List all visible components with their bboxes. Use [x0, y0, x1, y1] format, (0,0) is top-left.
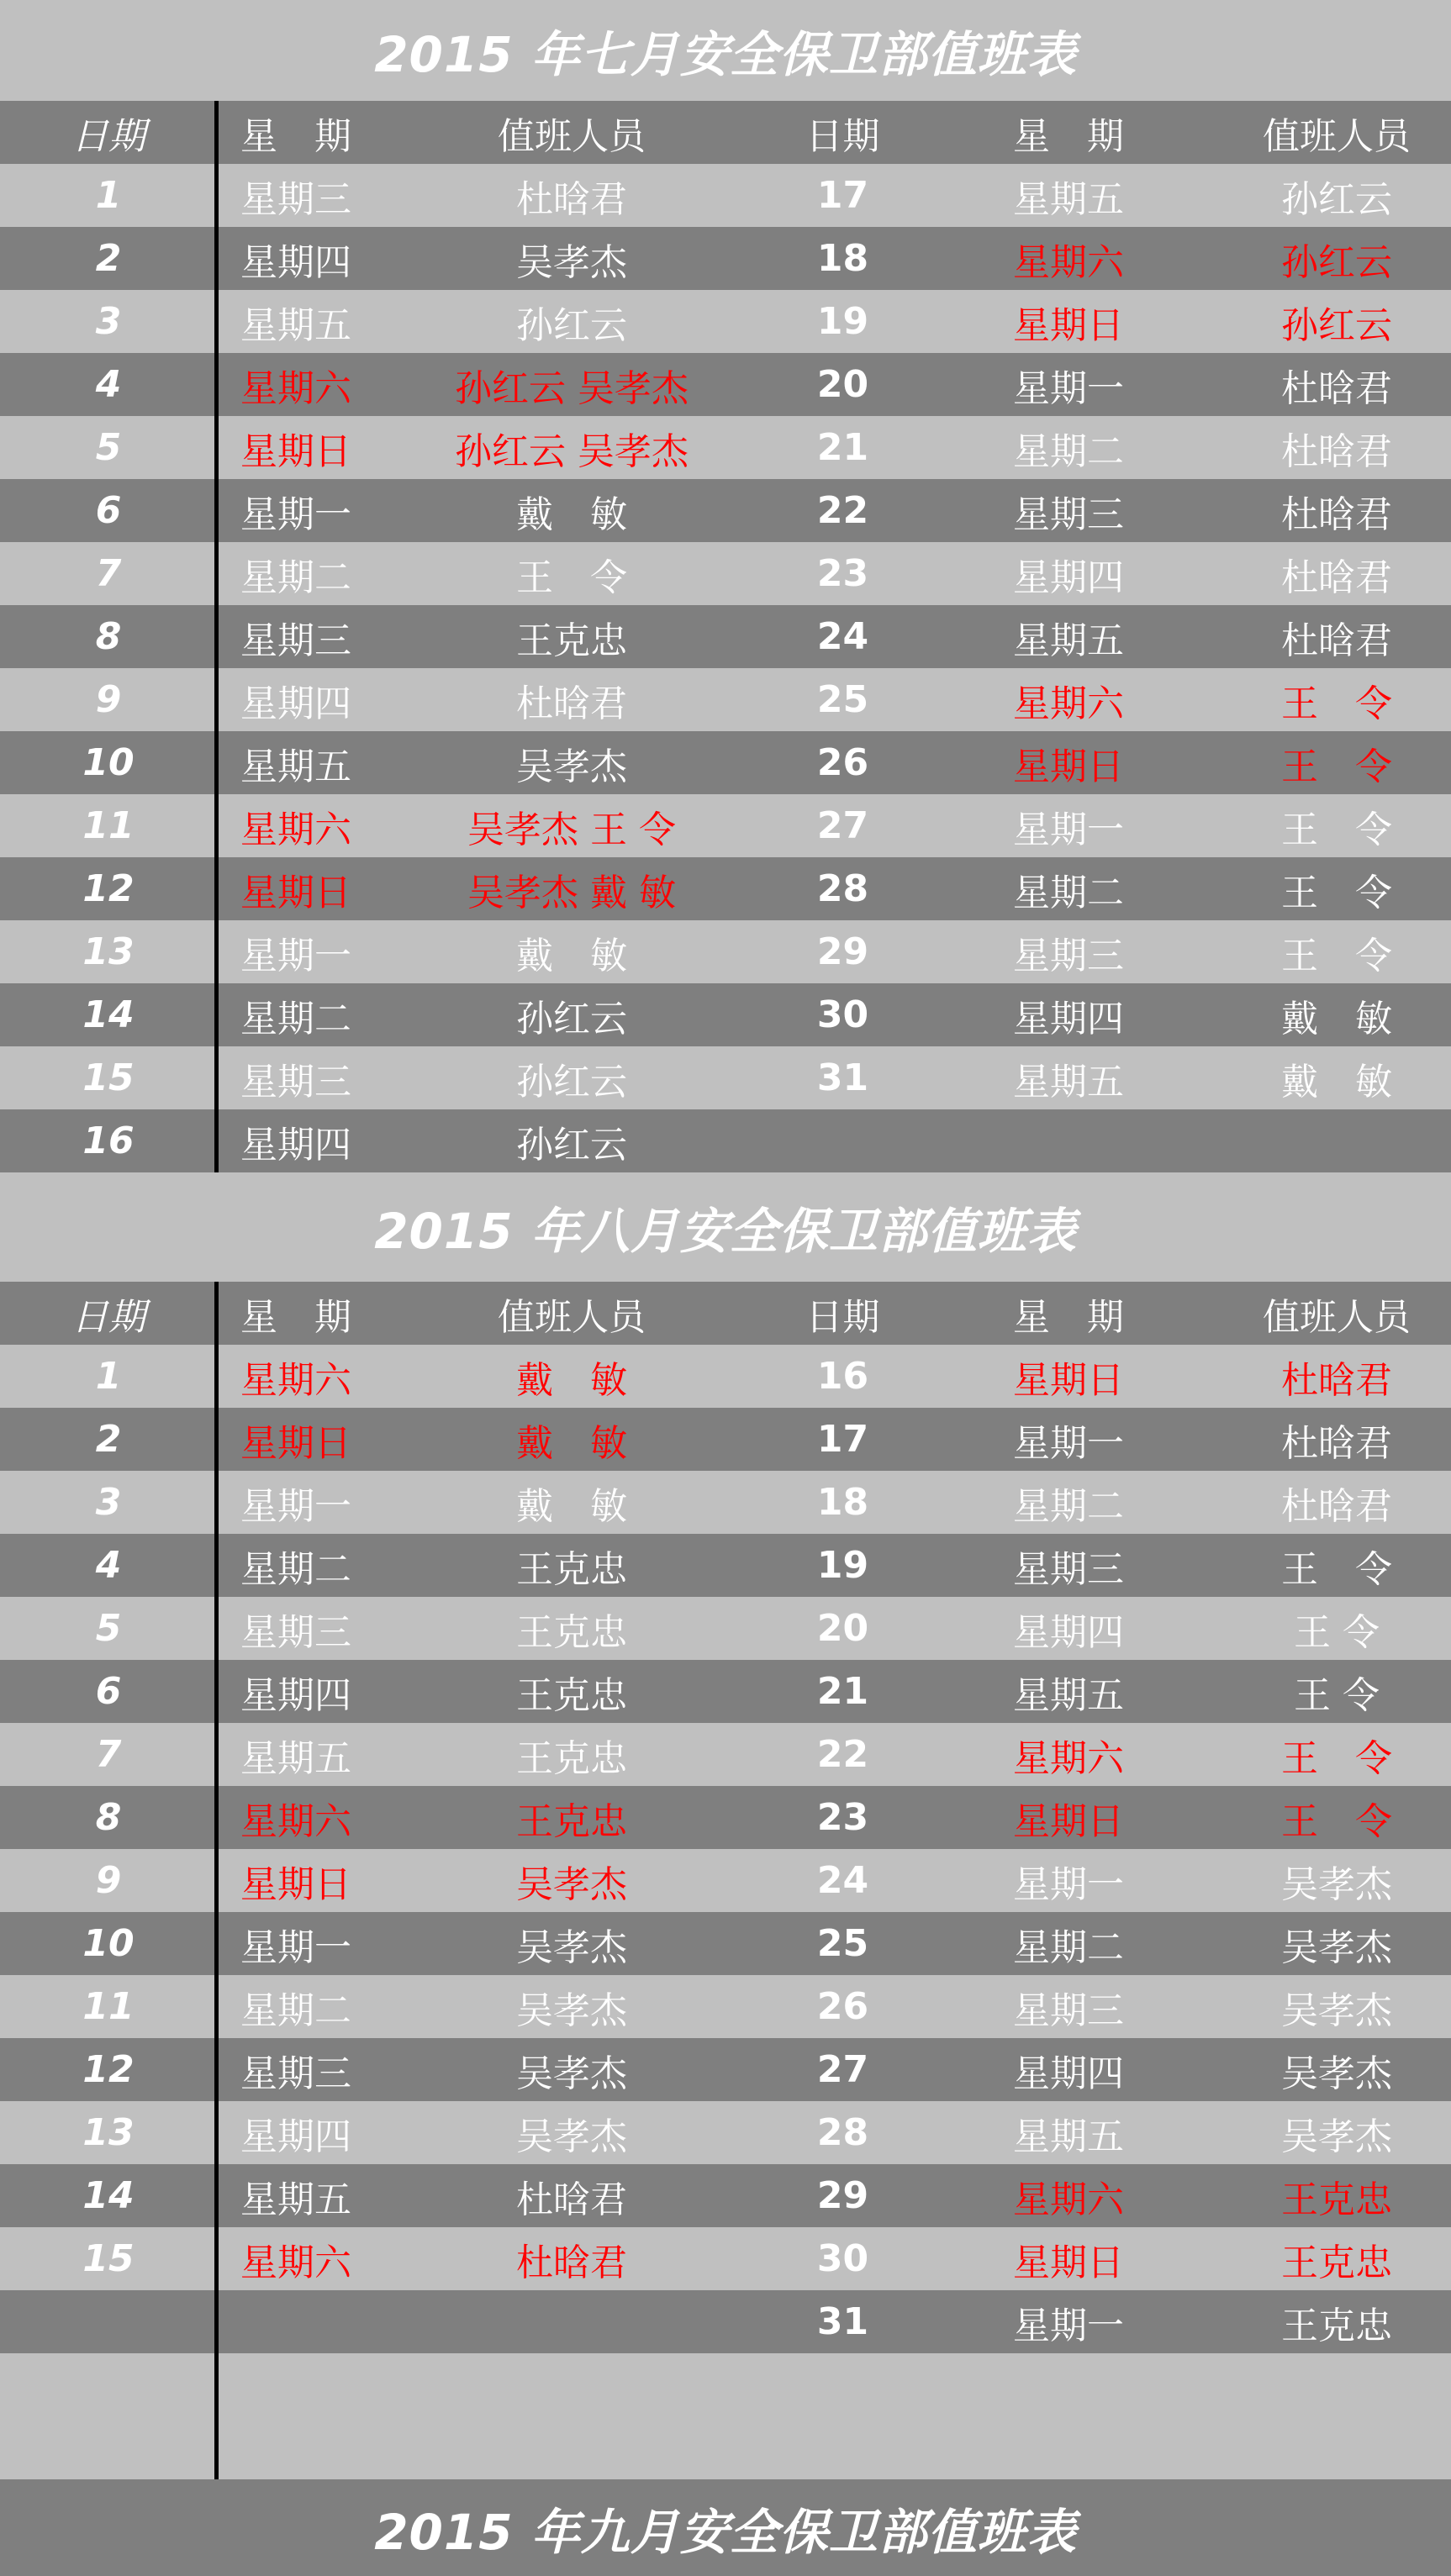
cell-weekday-right: 星期五	[1013, 619, 1124, 662]
cell-staff-right: 杜晗君	[1281, 1358, 1392, 1402]
cell-weekday-right: 星期一	[1013, 808, 1124, 851]
cell-staff-right: 王 令	[1281, 745, 1392, 788]
cell-staff-right: 王 令	[1281, 934, 1392, 977]
cell-weekday-right: 星期四	[1013, 2052, 1124, 2095]
cell-weekday-right: 星期二	[1013, 1484, 1124, 1528]
cell-staff-right: 王 令	[1281, 1736, 1392, 1780]
cell-weekday-left: 星期日	[240, 1862, 351, 1906]
cell-date-left: 2	[95, 1418, 122, 1461]
cell-staff-right: 杜晗君	[1281, 1421, 1392, 1465]
cell-weekday-left: 星期六	[240, 808, 351, 851]
cell-date-right: 28	[816, 867, 869, 910]
header-date-left: 日期	[71, 1295, 145, 1339]
cell-date-left: 8	[95, 615, 122, 658]
header-weekday-left: 星 期	[240, 114, 351, 158]
cell-staff-right: 吴孝杰	[1281, 2115, 1392, 2158]
cell-date-left: 15	[82, 1056, 135, 1099]
cell-weekday-right: 星期六	[1013, 240, 1124, 284]
cell-weekday-right: 星期日	[1013, 745, 1124, 788]
cell-staff-left: 戴 敏	[516, 493, 627, 536]
cell-staff-left: 王克忠	[516, 1736, 627, 1780]
cell-staff-left: 王克忠	[516, 1799, 627, 1843]
cell-weekday-right: 星期三	[1013, 1547, 1124, 1591]
cell-weekday-left: 星期五	[240, 1736, 351, 1780]
cell-staff-right: 孙红云	[1281, 240, 1392, 284]
cell-date-left: 5	[95, 426, 122, 469]
cell-staff-right: 吴孝杰	[1281, 1925, 1392, 1969]
cell-weekday-left: 星期一	[240, 1925, 351, 1969]
july-schedule-table	[0, 101, 1451, 1172]
cell-staff-right: 王 令	[1281, 1799, 1392, 1843]
july-title: 2015 年七月安全保卫部值班表	[374, 26, 1077, 83]
cell-date-left: 10	[82, 741, 135, 784]
header-date-left: 日期	[71, 114, 145, 158]
cell-date-right: 28	[816, 2111, 869, 2154]
column-divider-line	[214, 101, 219, 1172]
cell-weekday-left: 星期六	[240, 2241, 351, 2284]
cell-weekday-left: 星期六	[240, 366, 351, 410]
cell-date-left	[0, 2290, 217, 2353]
cell-staff-right: 杜晗君	[1281, 1484, 1392, 1528]
cell-date-left: 1	[95, 174, 122, 217]
cell-date-left: 3	[95, 300, 122, 343]
header-staff-right: 值班人员	[1263, 114, 1411, 158]
cell-date-right: 31	[816, 1056, 869, 1099]
cell-staff-right: 杜晗君	[1281, 619, 1392, 662]
cell-staff-left: 孙红云	[516, 1123, 627, 1167]
cell-weekday-right: 星期六	[1013, 2178, 1124, 2221]
cell-staff-left: 孙红云	[516, 997, 627, 1040]
cell-staff-left: 戴 敏	[516, 1421, 627, 1465]
cell-date-left: 2	[95, 237, 122, 280]
cell-staff-right: 王 令	[1281, 1547, 1392, 1591]
cell-weekday-right: 星期一	[1013, 2304, 1124, 2347]
cell-date-right: 25	[816, 678, 869, 721]
cell-date-left: 12	[82, 2048, 135, 2091]
cell-staff-left: 王克忠	[516, 1673, 627, 1717]
cell-weekday-left: 星期三	[240, 177, 351, 221]
cell-weekday-left: 星期二	[240, 1989, 351, 2032]
cell-weekday-left: 星期二	[240, 556, 351, 599]
cell-weekday-right: 星期四	[1013, 1610, 1124, 1654]
cell-staff-right: 王 令	[1294, 1673, 1380, 1717]
cell-date-right: 17	[816, 1418, 869, 1461]
cell-date-left: 9	[95, 678, 122, 721]
cell-staff-left	[404, 2290, 740, 2353]
cell-weekday-left: 星期三	[240, 1610, 351, 1654]
cell-weekday-right: 星期五	[1013, 2115, 1124, 2158]
cell-staff-left: 吴孝杰	[516, 2052, 627, 2095]
cell-date-left: 5	[95, 1607, 122, 1650]
cell-weekday-left: 星期五	[240, 2178, 351, 2221]
cell-staff-right: 戴 敏	[1281, 1060, 1392, 1104]
cell-staff-right: 吴孝杰	[1281, 1862, 1392, 1906]
cell-weekday-left: 星期三	[240, 619, 351, 662]
cell-staff-right: 吴孝杰	[1281, 2052, 1392, 2095]
cell-weekday-left: 星期四	[240, 1673, 351, 1717]
cell-weekday-left: 星期六	[240, 1358, 351, 1402]
cell-date-left: 14	[82, 2174, 135, 2217]
cell-staff-left: 王克忠	[516, 1610, 627, 1654]
cell-weekday-right: 星期二	[1013, 871, 1124, 914]
header-staff-right: 值班人员	[1263, 1295, 1411, 1339]
cell-staff-left: 吴孝杰 王 令	[467, 808, 676, 851]
cell-weekday-left: 星期三	[240, 2052, 351, 2095]
cell-weekday-left: 星期二	[240, 1547, 351, 1591]
cell-weekday-left: 星期三	[240, 1060, 351, 1104]
cell-staff-left: 吴孝杰	[516, 745, 627, 788]
cell-date-right: 26	[816, 741, 869, 784]
cell-weekday-right: 星期五	[1013, 1673, 1124, 1717]
cell-weekday-right: 星期五	[1013, 1060, 1124, 1104]
cell-weekday-right: 星期日	[1013, 1799, 1124, 1843]
cell-date-left: 13	[82, 930, 135, 973]
cell-staff-left: 王 令	[516, 556, 627, 599]
cell-weekday-left: 星期五	[240, 745, 351, 788]
cell-date-right: 22	[816, 489, 869, 532]
cell-staff-left: 戴 敏	[516, 1358, 627, 1402]
cell-staff-right: 王 令	[1281, 808, 1392, 851]
header-weekday-right: 星 期	[1013, 1295, 1124, 1339]
cell-staff-left: 戴 敏	[516, 934, 627, 977]
cell-staff-right: 杜晗君	[1281, 493, 1392, 536]
cell-date-left: 6	[95, 489, 122, 532]
cell-weekday-right	[1013, 1109, 1206, 1172]
cell-weekday-left: 星期一	[240, 934, 351, 977]
cell-weekday-right: 星期三	[1013, 1989, 1124, 2032]
cell-staff-right: 王 令	[1281, 871, 1392, 914]
cell-weekday-right: 星期三	[1013, 934, 1124, 977]
cell-weekday-left: 星期二	[240, 997, 351, 1040]
cell-staff-left: 戴 敏	[516, 1484, 627, 1528]
cell-staff-right: 王克忠	[1281, 2241, 1392, 2284]
cell-staff-left: 孙红云 吴孝杰	[455, 366, 689, 410]
header-date-right: 日期	[805, 114, 880, 158]
cell-date-right: 29	[816, 930, 869, 973]
header-weekday-left: 星 期	[240, 1295, 351, 1339]
cell-date-left: 12	[82, 867, 135, 910]
cell-staff-left: 王克忠	[516, 619, 627, 662]
cell-staff-left: 杜晗君	[516, 177, 627, 221]
cell-date-right: 29	[816, 2174, 869, 2217]
header-staff-left: 值班人员	[498, 114, 646, 158]
cell-staff-right: 杜晗君	[1281, 366, 1392, 410]
cell-date-right: 20	[816, 1607, 869, 1650]
cell-date-right: 17	[816, 174, 869, 217]
cell-date-left: 14	[82, 993, 135, 1036]
cell-weekday-right: 星期一	[1013, 366, 1124, 410]
cell-staff-right: 杜晗君	[1281, 556, 1392, 599]
header-date-right: 日期	[805, 1295, 880, 1339]
cell-date-left: 1	[95, 1355, 122, 1398]
cell-date-right: 21	[816, 1670, 869, 1713]
cell-staff-right: 王 令	[1281, 682, 1392, 725]
cell-date-left: 10	[82, 1922, 135, 1965]
cell-date-left: 11	[82, 1985, 135, 2028]
cell-date-left: 6	[95, 1670, 122, 1713]
august-schedule-table	[0, 1282, 1451, 2353]
cell-staff-right: 戴 敏	[1281, 997, 1392, 1040]
cell-staff-left: 吴孝杰	[516, 1989, 627, 2032]
cell-weekday-right: 星期五	[1013, 177, 1124, 221]
cell-date-right	[757, 1109, 929, 1172]
cell-weekday-right: 星期日	[1013, 2241, 1124, 2284]
cell-date-right: 18	[816, 237, 869, 280]
cell-weekday-right: 星期四	[1013, 556, 1124, 599]
cell-weekday-left: 星期四	[240, 240, 351, 284]
cell-date-right: 18	[816, 1481, 869, 1524]
cell-date-right: 19	[816, 1544, 869, 1587]
cell-staff-right: 杜晗君	[1281, 429, 1392, 473]
cell-weekday-right: 星期一	[1013, 1421, 1124, 1465]
cell-staff-left: 杜晗君	[516, 2178, 627, 2221]
cell-staff-right	[1211, 1109, 1451, 1172]
cell-staff-left: 孙红云	[516, 1060, 627, 1104]
cell-weekday-left: 星期一	[240, 493, 351, 536]
cell-date-right: 16	[816, 1355, 869, 1398]
cell-staff-left: 吴孝杰 戴 敏	[467, 871, 676, 914]
cell-date-left: 9	[95, 1859, 122, 1902]
cell-weekday-right: 星期六	[1013, 682, 1124, 725]
cell-staff-right: 吴孝杰	[1281, 1989, 1392, 2032]
cell-staff-right: 孙红云	[1281, 177, 1392, 221]
cell-date-left: 13	[82, 2111, 135, 2154]
header-staff-left: 值班人员	[498, 1295, 646, 1339]
cell-date-left: 4	[95, 1544, 122, 1587]
september-title: 2015 年九月安全保卫部值班表	[0, 2479, 1451, 2576]
cell-date-right: 24	[816, 1859, 869, 1902]
cell-date-left: 4	[95, 363, 122, 406]
cell-date-left: 8	[95, 1796, 122, 1839]
cell-date-right: 23	[816, 1796, 869, 1839]
cell-date-right: 22	[816, 1733, 869, 1776]
cell-weekday-right: 星期二	[1013, 429, 1124, 473]
cell-date-right: 30	[816, 2237, 869, 2280]
cell-date-left: 15	[82, 2237, 135, 2280]
cell-date-right: 31	[816, 2300, 869, 2343]
cell-weekday-left: 星期六	[240, 1799, 351, 1843]
cell-date-left: 16	[82, 1119, 135, 1162]
cell-staff-left: 杜晗君	[516, 682, 627, 725]
cell-staff-left: 孙红云	[516, 303, 627, 347]
cell-staff-right: 王 令	[1294, 1610, 1380, 1654]
cell-date-left: 7	[95, 552, 122, 595]
header-weekday-right: 星 期	[1013, 114, 1124, 158]
cell-staff-left: 吴孝杰	[516, 2115, 627, 2158]
cell-staff-left: 杜晗君	[516, 2241, 627, 2284]
cell-date-right: 19	[816, 300, 869, 343]
cell-weekday-left: 星期四	[240, 682, 351, 725]
cell-weekday-left: 星期日	[240, 871, 351, 914]
cell-date-left: 11	[82, 804, 135, 847]
cell-date-right: 21	[816, 426, 869, 469]
cell-staff-left: 吴孝杰	[516, 1862, 627, 1906]
cell-weekday-right: 星期六	[1013, 1736, 1124, 1780]
cell-weekday-right: 星期日	[1013, 1358, 1124, 1402]
cell-staff-left: 吴孝杰	[516, 240, 627, 284]
cell-date-right: 27	[816, 2048, 869, 2091]
august-filler-divider	[214, 2353, 219, 2479]
cell-staff-left: 吴孝杰	[516, 1925, 627, 1969]
cell-staff-right: 王克忠	[1281, 2178, 1392, 2221]
cell-weekday-left: 星期四	[240, 1123, 351, 1167]
cell-date-right: 23	[816, 552, 869, 595]
august-title: 2015 年八月安全保卫部值班表	[374, 1203, 1077, 1260]
cell-staff-right: 孙红云	[1281, 303, 1392, 347]
cell-date-right: 24	[816, 615, 869, 658]
cell-weekday-right: 星期二	[1013, 1925, 1124, 1969]
cell-date-right: 30	[816, 993, 869, 1036]
cell-weekday-left: 星期一	[240, 1484, 351, 1528]
cell-weekday-left: 星期四	[240, 2115, 351, 2158]
cell-date-right: 20	[816, 363, 869, 406]
cell-weekday-right: 星期三	[1013, 493, 1124, 536]
cell-weekday-right: 星期日	[1013, 303, 1124, 347]
cell-staff-left: 王克忠	[516, 1547, 627, 1591]
cell-date-right: 27	[816, 804, 869, 847]
cell-weekday-left: 星期日	[240, 429, 351, 473]
cell-weekday-left: 星期五	[240, 303, 351, 347]
cell-staff-right: 王克忠	[1281, 2304, 1392, 2347]
cell-weekday-right: 星期一	[1013, 1862, 1124, 1906]
cell-date-right: 25	[816, 1922, 869, 1965]
column-divider-line	[214, 1282, 219, 2353]
cell-date-left: 7	[95, 1733, 122, 1776]
cell-date-right: 26	[816, 1985, 869, 2028]
cell-weekday-right: 星期四	[1013, 997, 1124, 1040]
cell-date-left: 3	[95, 1481, 122, 1524]
cell-staff-left: 孙红云 吴孝杰	[455, 429, 689, 473]
cell-weekday-left: 星期日	[240, 1421, 351, 1465]
